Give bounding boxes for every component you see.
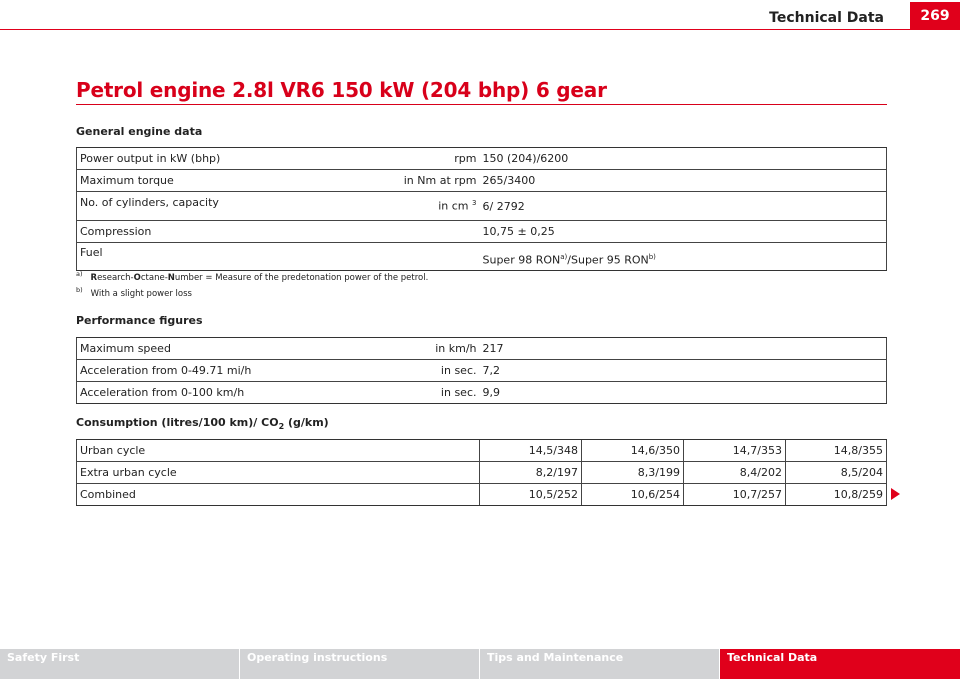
cell-value: 10,8/259: [786, 484, 887, 506]
row-unit: in Nm at rpm: [403, 174, 477, 187]
row-label: No. of cylinders, capacity: [80, 196, 219, 209]
tab-technical-data[interactable]: Technical Data: [720, 649, 960, 679]
table-row: [77, 484, 887, 506]
cell-value: 10,6/254: [582, 484, 684, 506]
footnote-a: $^{a)}$ Research-Octane-Number = Measure of the predetonation power of the petrol.: [76, 270, 429, 283]
row-label: Combined: [77, 484, 480, 506]
row-label: Extra urban cycle: [77, 462, 480, 484]
row-unit: in sec.: [440, 364, 477, 377]
footnote-ref-a: a): [560, 253, 568, 262]
tab-tips-and-maintenance[interactable]: Tips and Maintenance: [480, 649, 720, 679]
consumption-table: [76, 439, 887, 506]
performance-heading: Performance figures: [76, 314, 203, 327]
footnote-b: $^{b)}$ With a slight power loss: [76, 285, 192, 299]
row-label: Maximum speed: [80, 342, 171, 355]
row-unit: in cm: [438, 199, 469, 213]
cell-value: 14,5/348: [480, 440, 582, 462]
row-value: 6/ 2792: [480, 192, 887, 221]
general-table: [76, 147, 887, 271]
footer-nav: [0, 649, 960, 679]
row-value: 217: [480, 338, 887, 360]
table-row: [77, 462, 887, 484]
cell-value: 8,2/197: [480, 462, 582, 484]
table-row: [77, 360, 887, 382]
fuel-value-b: /Super 95 RON: [567, 254, 649, 267]
cell-value: 8,3/199: [582, 462, 684, 484]
cell-value: 10,5/252: [480, 484, 582, 506]
row-label: Urban cycle: [77, 440, 480, 462]
header-rule: [0, 29, 910, 30]
table-row: [77, 221, 887, 243]
table-row: [77, 243, 887, 271]
row-label: Maximum torque: [80, 174, 174, 187]
row-value: 10,75 ± 0,25: [480, 221, 887, 243]
row-label: Compression: [80, 225, 152, 238]
row-label: Fuel: [80, 246, 103, 259]
running-header-title: Technical Data: [769, 10, 884, 26]
row-value: 265/3400: [480, 170, 887, 192]
page-number-badge: 269: [910, 2, 960, 30]
row-label: Acceleration from 0-49.71 mi/h: [80, 364, 252, 377]
consumption-heading: Consumption (litres/100 km)/ $CO_2$ (g/km): [76, 416, 329, 432]
tab-safety-first[interactable]: Safety First: [0, 649, 240, 679]
cell-value: 14,6/350: [582, 440, 684, 462]
cell-value: 14,7/353: [684, 440, 786, 462]
row-label: Acceleration from 0-100 km/h: [80, 386, 245, 399]
cell-value: 14,8/355: [786, 440, 887, 462]
performance-table: [76, 337, 887, 404]
footnote-ref-b: b): [648, 253, 656, 262]
table-row: [77, 382, 887, 404]
table-row: [77, 192, 887, 221]
continue-arrow-icon[interactable]: [891, 488, 900, 500]
row-label: Power output in kW (bhp): [80, 152, 221, 165]
fuel-value-a: Super 98 RON: [482, 254, 561, 267]
page-title: Petrol engine 2.8l VR6 150 kW (204 bhp) 6 gear: [76, 78, 607, 102]
unit-superscript: 3: [472, 199, 477, 207]
title-rule: [76, 104, 887, 105]
general-heading: General engine data: [76, 125, 203, 138]
table-row: [77, 440, 887, 462]
row-value: 9,9: [480, 382, 887, 404]
row-unit: in sec.: [440, 386, 477, 399]
table-row: [77, 148, 887, 170]
row-unit: in km/h: [435, 342, 477, 355]
row-unit: rpm: [454, 152, 477, 165]
footnotes: [76, 268, 428, 300]
table-row: [77, 170, 887, 192]
row-value: 150 (204)/6200: [480, 148, 887, 170]
row-value: 7,2: [480, 360, 887, 382]
cell-value: 10,7/257: [684, 484, 786, 506]
tab-operating-instructions[interactable]: Operating instructions: [240, 649, 480, 679]
cell-value: 8,5/204: [786, 462, 887, 484]
cell-value: 8,4/202: [684, 462, 786, 484]
table-row: [77, 338, 887, 360]
